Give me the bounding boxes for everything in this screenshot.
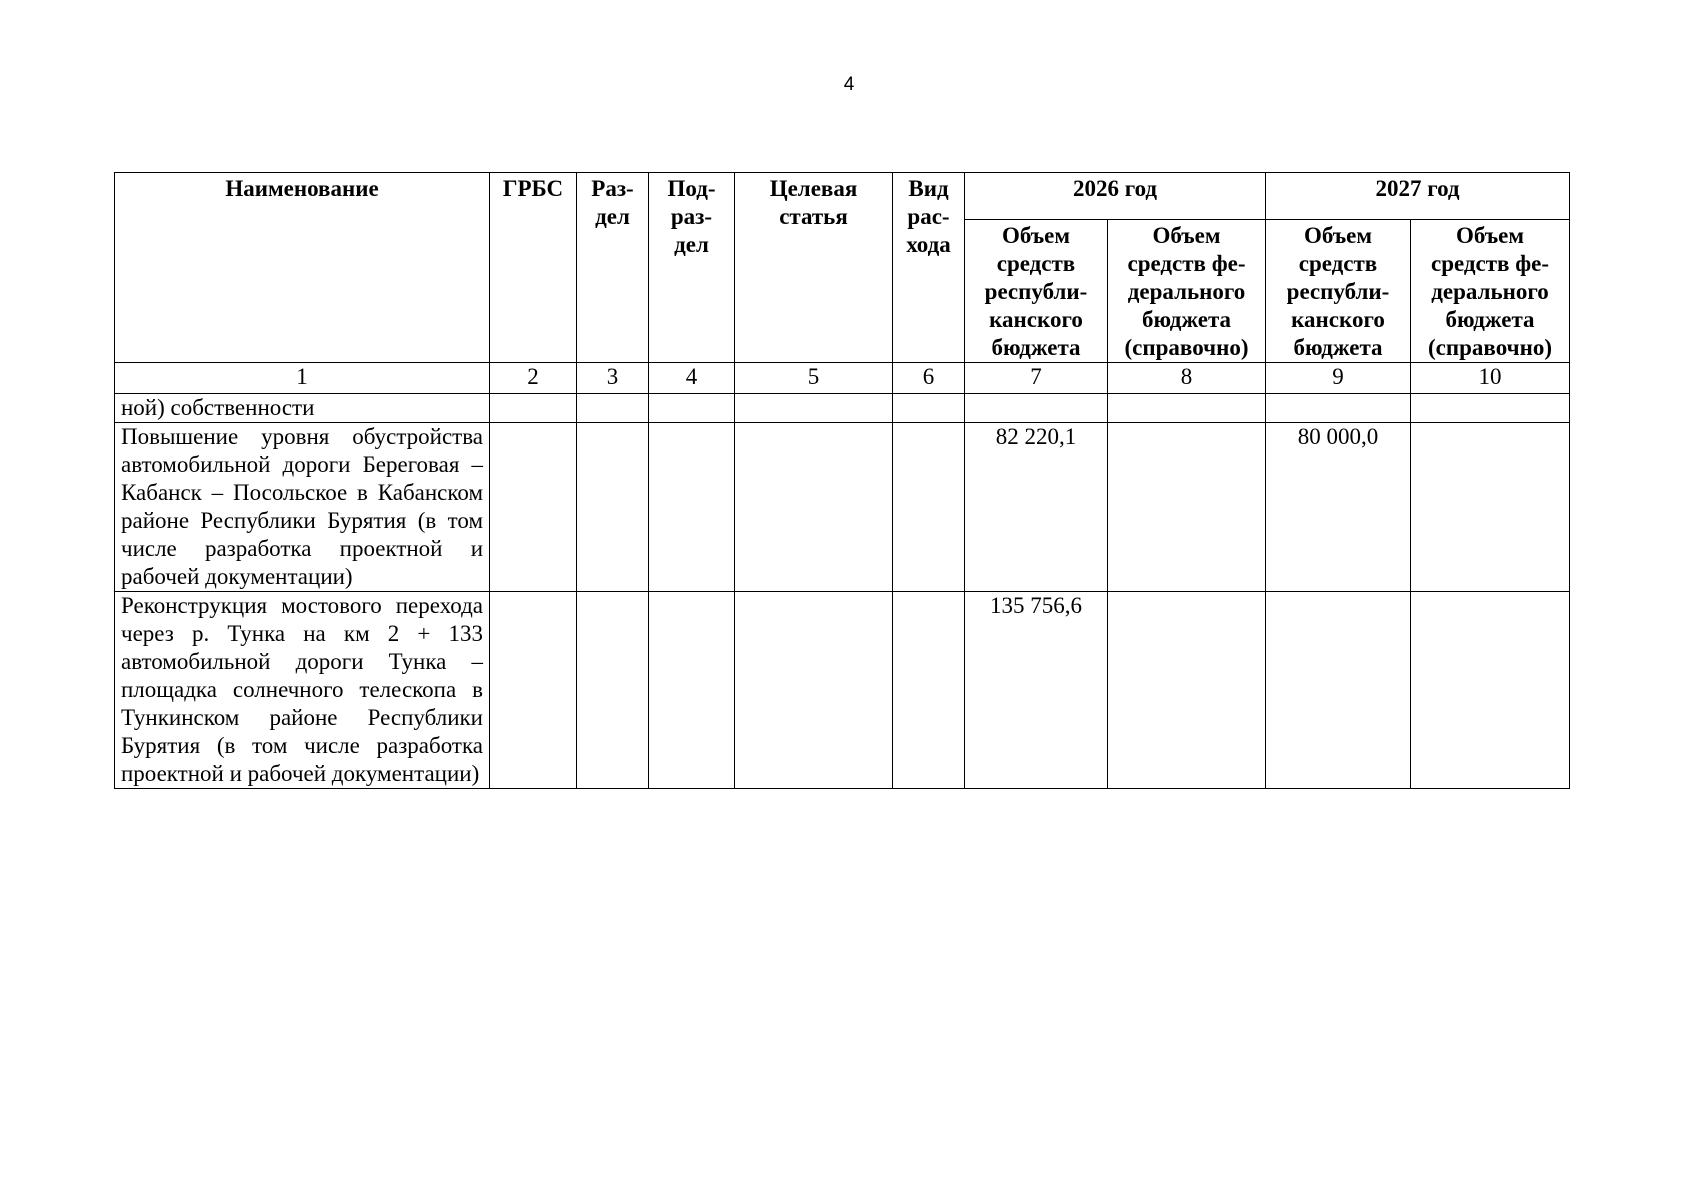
column-number: 6 xyxy=(893,363,965,394)
header-podrazdel: Под-раз-дел xyxy=(649,173,735,363)
column-number: 10 xyxy=(1411,363,1570,394)
header-razdel: Раз-дел xyxy=(577,173,649,363)
table-row xyxy=(115,394,1570,423)
value-2026-federal xyxy=(1108,423,1266,592)
row-name: Реконструкция мостового перехода через р. Тунка на км 2 + 133 автомобильной дороги Тунка – площадка солнечного телескопа в Тункинском районе Республики Бурятия (в том числе разработка проектной и рабочей документации) xyxy=(115,592,490,789)
column-number: 3 xyxy=(577,363,649,394)
value-2027-federal xyxy=(1411,592,1570,789)
header-target: Целевая статья xyxy=(735,173,893,363)
value-2026-republic xyxy=(965,394,1108,423)
column-number: 5 xyxy=(735,363,893,394)
value-2026-republic: 82 220,1 xyxy=(965,423,1108,592)
grbs-cell xyxy=(490,423,577,592)
podrazdel-cell xyxy=(649,394,735,423)
column-number: 4 xyxy=(649,363,735,394)
table-row xyxy=(115,423,1570,592)
expense-type-cell xyxy=(893,394,965,423)
value-2026-republic: 135 756,6 xyxy=(965,592,1108,789)
column-number-row xyxy=(115,363,1570,394)
razdel-cell xyxy=(577,592,649,789)
value-2027-republic: 80 000,0 xyxy=(1266,423,1411,592)
column-number: 7 xyxy=(965,363,1108,394)
value-2027-federal xyxy=(1411,423,1570,592)
value-2026-federal xyxy=(1108,592,1266,789)
value-2027-federal xyxy=(1411,394,1570,423)
budget-table xyxy=(114,172,1570,789)
row-name: Повышение уровня обустройства автомобильной дороги Береговая – Кабанск – Посольское в Кабанском районе Республики Бурятия (в том числе разработка проектной и рабочей документации) xyxy=(115,423,490,592)
header-2027-federal: Объем средств фе-дерального бюджета (справочно) xyxy=(1411,220,1570,363)
header-2026-republic: Объем средств республи-канского бюджета xyxy=(965,220,1108,363)
header-2027-republic: Объем средств республи-канского бюджета xyxy=(1266,220,1411,363)
row-name: ной) собственности xyxy=(115,394,490,423)
header-name: Наименование xyxy=(115,173,490,363)
column-number: 2 xyxy=(490,363,577,394)
column-number: 9 xyxy=(1266,363,1411,394)
target-cell xyxy=(735,592,893,789)
razdel-cell xyxy=(577,394,649,423)
header-2026-federal: Объем средств фе-дерального бюджета (справочно) xyxy=(1108,220,1266,363)
podrazdel-cell xyxy=(649,592,735,789)
header-year-2027: 2027 год xyxy=(1266,173,1570,220)
value-2027-republic xyxy=(1266,592,1411,789)
value-2027-republic xyxy=(1266,394,1411,423)
expense-type-cell xyxy=(893,592,965,789)
expense-type-cell xyxy=(893,423,965,592)
header-expense-type: Вид рас-хода xyxy=(893,173,965,363)
razdel-cell xyxy=(577,423,649,592)
target-cell xyxy=(735,423,893,592)
column-number: 8 xyxy=(1108,363,1266,394)
grbs-cell xyxy=(490,394,577,423)
target-cell xyxy=(735,394,893,423)
page-number: 4 xyxy=(843,74,855,95)
grbs-cell xyxy=(490,592,577,789)
header-grbs: ГРБС xyxy=(490,173,577,363)
podrazdel-cell xyxy=(649,423,735,592)
header-year-2026: 2026 год xyxy=(965,173,1266,220)
column-number: 1 xyxy=(115,363,490,394)
value-2026-federal xyxy=(1108,394,1266,423)
table-row xyxy=(115,592,1570,789)
